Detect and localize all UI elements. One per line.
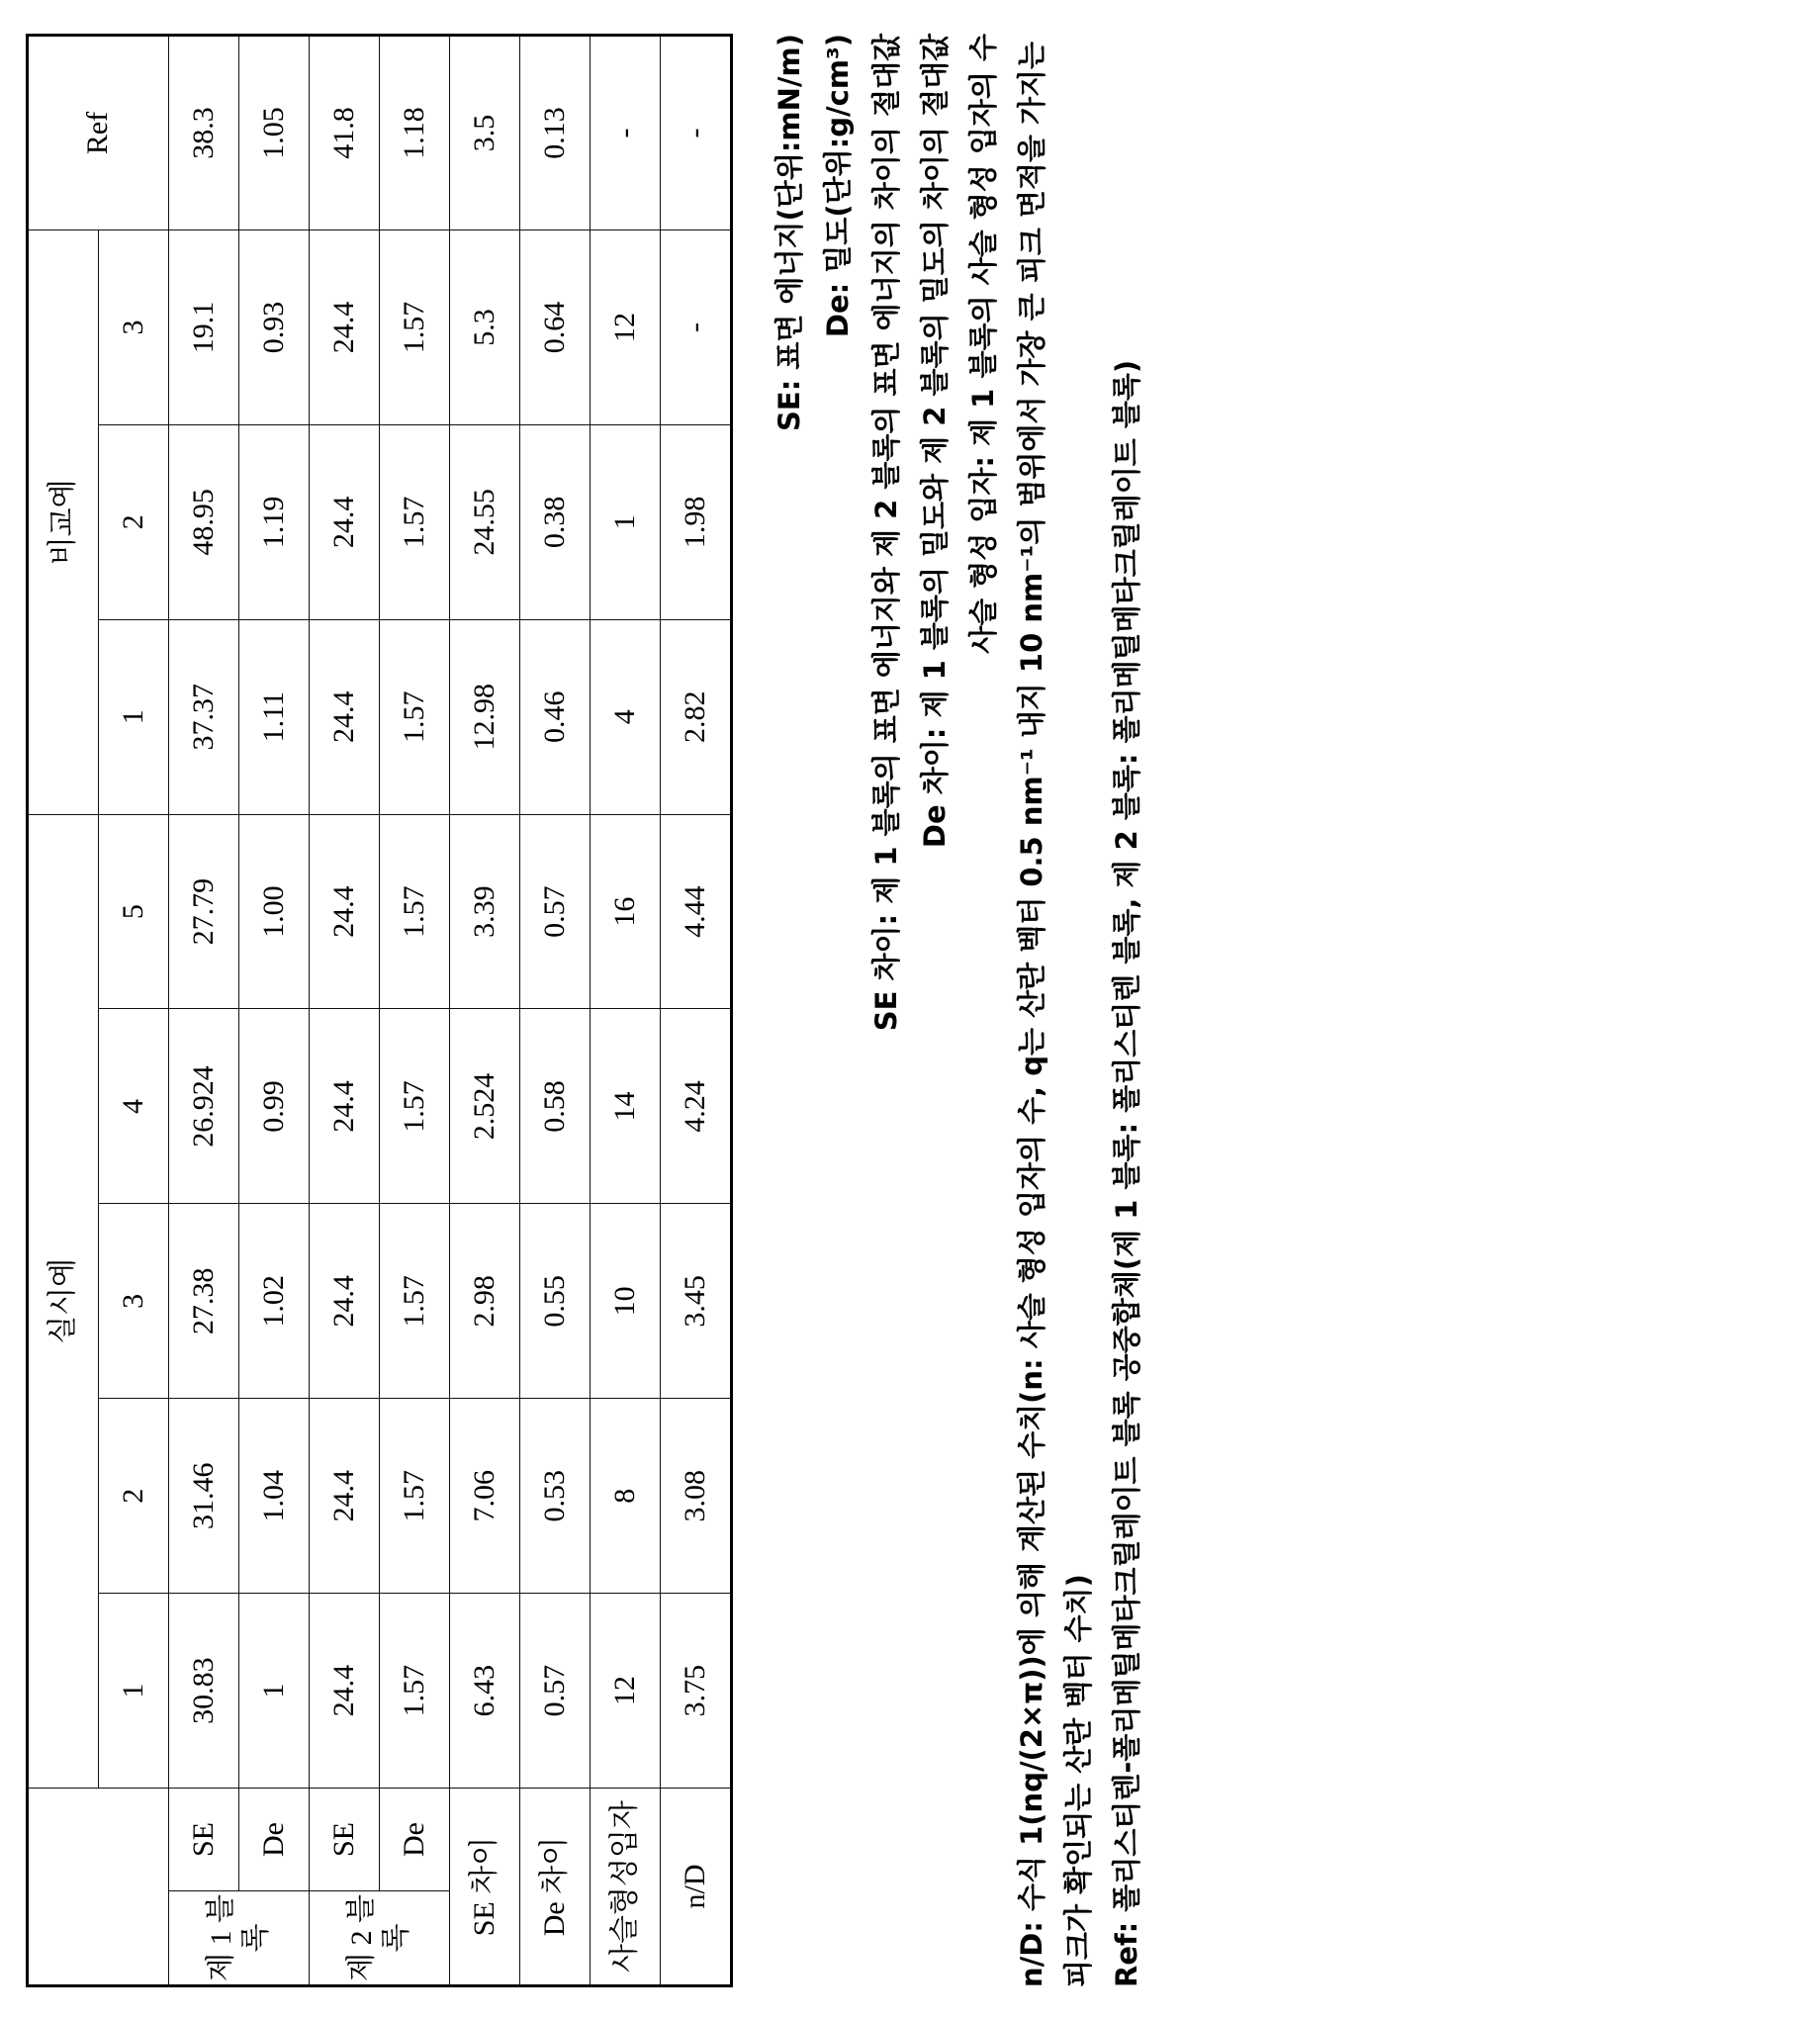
cell: 6.43 [450,1594,520,1789]
cell: 1.02 [239,1204,310,1399]
cell: 0.99 [239,1009,310,1204]
cell: 0.13 [520,36,591,230]
footnote-se-difference: SE 차이: 제 1 블록의 표면 에너지와 제 2 블록의 표면 에너지의 차이의 절대값 [868,34,903,1032]
header-comparative-3: 3 [99,230,169,425]
header-group-examples: 실시예 [28,814,99,1788]
cell: 27.79 [169,814,239,1009]
cell: 38.3 [169,36,239,230]
row-sub-label-de: De [380,1789,450,1891]
footnote-chain-forming-particles: 사슬 형성 입자: 제 1 블록의 사슬 형성 입자의 수 [965,34,1000,654]
table-row [520,36,591,1986]
cell: 1.04 [239,1399,310,1594]
cell: 0.55 [520,1204,591,1399]
header-example-1: 1 [99,1594,169,1789]
cell: 24.4 [310,1594,380,1789]
footnote-n-over-d: n/D: 수식 1(nq/(2×π))에 의해 계산된 수치(n: 사슬 형성 입자의 수, q는 산란 벡터 0.5 nm⁻¹ 내지 10 nm⁻¹의 범위에서 가장 큰 피크 면적을 가지는 피크가 확인되는 산란 벡터 수치) [1014,31,1095,1987]
cell: 16 [591,814,661,1009]
row-label-se-difference: SE 차이 [450,1789,520,1986]
cell: 2.524 [450,1009,520,1204]
cell: 1.00 [239,814,310,1009]
header-example-3: 3 [99,1204,169,1399]
row-label-chain-forming-particles: 사슬형성입자 [591,1789,661,1986]
row-sub-label-se: SE [169,1789,239,1891]
table-header-number-row [99,36,169,1986]
cell: 19.1 [169,230,239,425]
cell: 4 [591,619,661,814]
table-row [591,36,661,1986]
cell: 24.55 [450,424,520,619]
cell: 1.57 [380,619,450,814]
footnote-de: De: 밀도(단위:g/cm³) [820,34,855,338]
table-row [661,36,732,1986]
cell: 2.82 [661,619,732,814]
cell: 3.39 [450,814,520,1009]
cell: 4.44 [661,814,732,1009]
cell: 1.19 [239,424,310,619]
cell: - [661,230,732,425]
cell: 0.64 [520,230,591,425]
cell: 24.4 [310,424,380,619]
table-footnotes [767,31,1152,1987]
cell: 24.4 [310,1204,380,1399]
table-row [380,36,450,1986]
cell: 0.93 [239,230,310,425]
row-group-label-block1: 제 1 블록 [169,1891,310,1986]
cell: 5.3 [450,230,520,425]
cell: 10 [591,1204,661,1399]
cell: 31.46 [169,1399,239,1594]
cell: 1.57 [380,424,450,619]
comparison-table [26,34,733,1987]
row-sub-label-de: De [239,1789,310,1891]
cell: 14 [591,1009,661,1204]
header-example-5: 5 [99,814,169,1009]
cell: 37.37 [169,619,239,814]
row-sub-label-se: SE [310,1789,380,1891]
cell: 0.57 [520,814,591,1009]
cell: 2.98 [450,1204,520,1399]
cell: 12 [591,230,661,425]
cell: 1.57 [380,1204,450,1399]
cell: 1.57 [380,230,450,425]
row-label-n-over-d: n/D [661,1789,732,1986]
header-ref: Ref [28,36,169,230]
cell: 0.53 [520,1399,591,1594]
cell: 1.05 [239,36,310,230]
cell: 1 [239,1594,310,1789]
cell: 41.8 [310,36,380,230]
cell: 1 [591,424,661,619]
cell: 3.5 [450,36,520,230]
footnote-ref: Ref: 폴리스티렌-폴리메틸메타크릴레이트 블록 공중합체(제 1 블록: 폴리스티렌 블록, 제 2 블록: 폴리메틸메타크릴레이트 블록) [1109,359,1143,1987]
table-header-group-row [28,36,99,1986]
cell: 0.46 [520,619,591,814]
row-label-de-difference: De 차이 [520,1789,591,1986]
cell: 24.4 [310,619,380,814]
cell: 1.57 [380,1399,450,1594]
cell: 1.57 [380,1009,450,1204]
table-row [169,36,239,1986]
cell: 26.924 [169,1009,239,1204]
cell: 1.98 [661,424,732,619]
table-row [239,36,310,1986]
header-group-comparatives: 비교예 [28,230,99,815]
cell: 1.57 [380,1594,450,1789]
cell: 0.57 [520,1594,591,1789]
cell: 7.06 [450,1399,520,1594]
row-group-label-block2: 제 2 블록 [310,1891,450,1986]
cell: 48.95 [169,424,239,619]
cell: 3.08 [661,1399,732,1594]
header-comparative-2: 2 [99,424,169,619]
cell: 1.11 [239,619,310,814]
table-row [310,36,380,1986]
cell: 24.4 [310,1009,380,1204]
cell: 3.75 [661,1594,732,1789]
cell: - [591,36,661,230]
cell: 1.57 [380,814,450,1009]
cell: 8 [591,1399,661,1594]
cell: 12 [591,1594,661,1789]
cell: 0.58 [520,1009,591,1204]
table-body [169,36,732,1986]
header-comparative-1: 1 [99,619,169,814]
cell: 1.18 [380,36,450,230]
table-head [28,36,169,1986]
header-example-2: 2 [99,1399,169,1594]
cell: 12.98 [450,619,520,814]
footnote-de-difference: De 차이: 제 1 블록의 밀도와 제 2 블록의 밀도의 차이의 절대값 [917,34,952,849]
cell: 4.24 [661,1009,732,1204]
table-row [450,36,520,1986]
cell: 24.4 [310,814,380,1009]
cell: 24.4 [310,230,380,425]
corner-cell [28,1789,169,1986]
cell: - [661,36,732,230]
header-example-4: 4 [99,1009,169,1204]
cell: 24.4 [310,1399,380,1594]
footnote-se: SE: 표면 에너지(단위:mN/m) [773,34,806,431]
cell: 27.38 [169,1204,239,1399]
cell: 0.38 [520,424,591,619]
cell: 30.83 [169,1594,239,1789]
cell: 3.45 [661,1204,732,1399]
